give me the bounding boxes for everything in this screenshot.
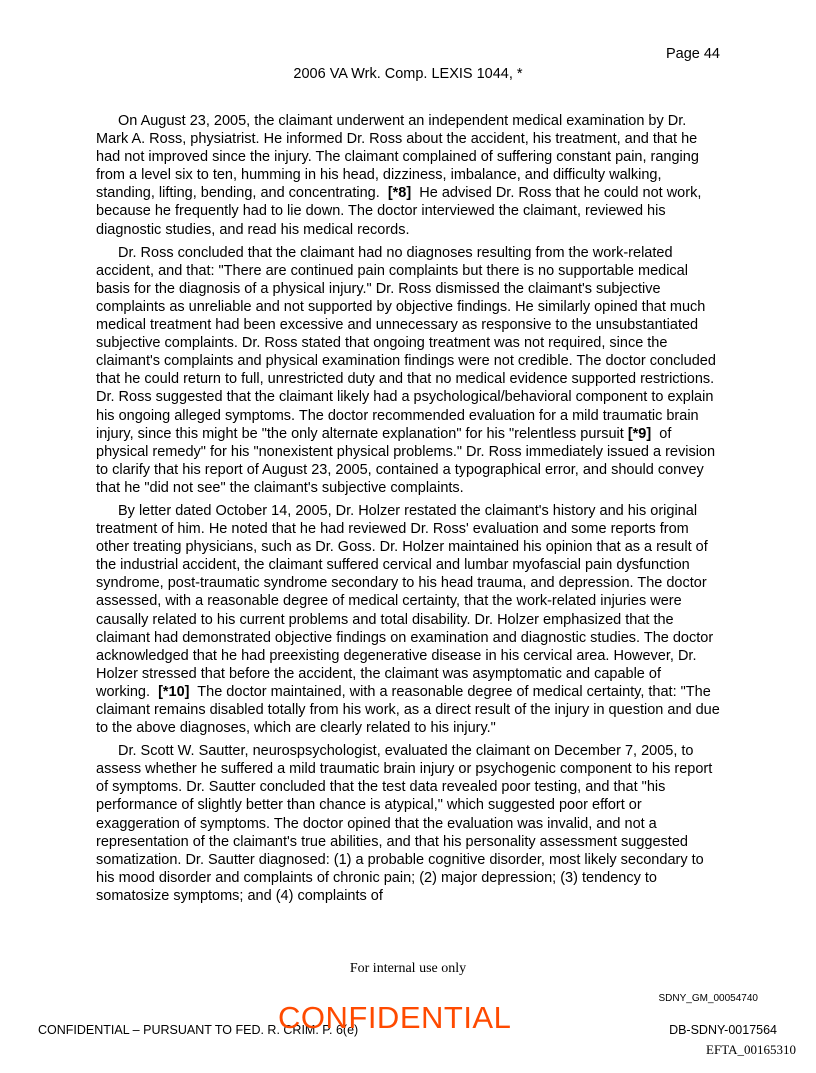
paragraph-text: He advised Dr. Ross that he could not work, because he frequently had to lie down. The doctor interviewed the claimant, reviewed his diagnostic studies, and read his medical records. — [96, 185, 702, 238]
bates-number-db-sdny: DB-SDNY-0017564 — [669, 1023, 777, 1037]
confidential-stamp: CONFIDENTIAL — [278, 1000, 512, 1035]
paragraph-1 — [96, 112, 720, 239]
paragraph-text: The doctor maintained, with a reasonable degree of medical certainty, that: "The claimant remains disabled totally from his work, as a direct result of the injury in question and due to the above diagnoses, which are clearly related to his injury." — [96, 683, 720, 737]
paragraph-text: Dr. Scott W. Sautter, neurospsychologist, evaluated the claimant on December 7, 2005, to assess whether he suffered a mild traumatic brain injury or psychogenic component to his report of symptoms. Dr. Sautter concluded that the test data revealed poor testing, and that "his performance of slightly better than chance is atypical," which suggested poor effort or exaggeration of symptoms. The doctor opined that the evaluation was invalid, and not a representation of the claimant's true abilities, and that his personality assessment suggested somatization. Dr. Sautter diagnosed: (1) a probable cognitive disorder, most likely secondary to his mood disorder and complaints of chronic pain; (2) major depression; (3) tendency to somatosize symptoms; and (4) complaints of — [96, 743, 713, 904]
page-marker: [*8] — [387, 185, 412, 202]
paragraph-3 — [96, 502, 720, 737]
confidential-notice: CONFIDENTIAL – PURSUANT TO FED. R. CRIM. P. 6(e) — [38, 1023, 359, 1037]
case-citation: 2006 VA Wrk. Comp. LEXIS 1044, * — [293, 66, 523, 82]
page-number: Page 44 — [665, 46, 720, 62]
internal-use-notice: For internal use only — [349, 961, 467, 976]
document-body — [96, 112, 720, 910]
bates-number-sdny-gm: SDNY_GM_00054740 — [658, 993, 758, 1004]
efta-number: EFTA_00165310 — [706, 1042, 796, 1057]
paragraph-4 — [96, 742, 720, 905]
paragraph-text: Dr. Ross concluded that the claimant had no diagnoses resulting from the work-related accident, and that: "There are continued pain complaints but there is no supportable medical basis for the diagnosis of a physical injury." Dr. Ross dismissed the claimant's subjective complaints as unreliable and not supported by objective findings. He similarly opined that much medical treatment had been excessive and unnecessary as responsive to the unsubstantiated subjective complaints. Dr. Ross stated that ongoing treatment was not required, since the claimant's complaints and physical examination findings were not credible. The doctor concluded that he could return to full, unrestricted duty and that no medical evidence supported restrictions. Dr. Ross suggested that the claimant likely had a psychological/behavioral component to explain his ongoing alleged symptoms. The doctor recommended evaluation for a mild traumatic brain injury, since this might be "the only alternate explanation" for his "relentless pursuit — [96, 244, 716, 442]
paragraph-text: On August 23, 2005, the claimant underwent an independent medical examination by Dr. Mark A. Ross, physiatrist. He informed Dr. Ross about the accident, his treatment, and that he had not improved since the injury. The claimant complained of suffering constant pain, ranging from a level six to ten, humming in his head, dizziness, imbalance, and difficulty walking, standing, lifting, bending, and concentrating. — [96, 113, 699, 202]
paragraph-2 — [96, 244, 720, 497]
paragraph-text: of physical remedy" for his "nonexistent physical problems." Dr. Ross immediately issued a revision to clarify that his report of August 23, 2005, contained a typographical error, and should convey that he "did not see" the claimant's subjective complaints. — [96, 425, 716, 496]
paragraph-text: By letter dated October 14, 2005, Dr. Holzer restated the claimant's history and his original treatment of him. He noted that he had reviewed Dr. Ross' evaluation and some reports from other treating physicians, such as Dr. Goss. Dr. Holzer maintained his opinion that as a result of the industrial accident, the claimant suffered cervical and lumbar myofascial pain dysfunction syndrome, post-traumatic syndrome secondary to his head trauma, and depression. The doctor assessed, with a reasonable degree of medical certainty, that the work-related injuries were causally related to his current problems and total disability. Dr. Holzer emphasized that the claimant had demonstrated objective findings on examination and diagnostic studies. The doctor acknowledged that he had preexisting degenerative disease in his cervical area. However, Dr. Holzer stressed that before the accident, the claimant was asymptomatic and capable of working. — [96, 502, 714, 700]
page-marker: [*9] — [627, 425, 652, 442]
page-marker: [*10] — [158, 683, 190, 700]
